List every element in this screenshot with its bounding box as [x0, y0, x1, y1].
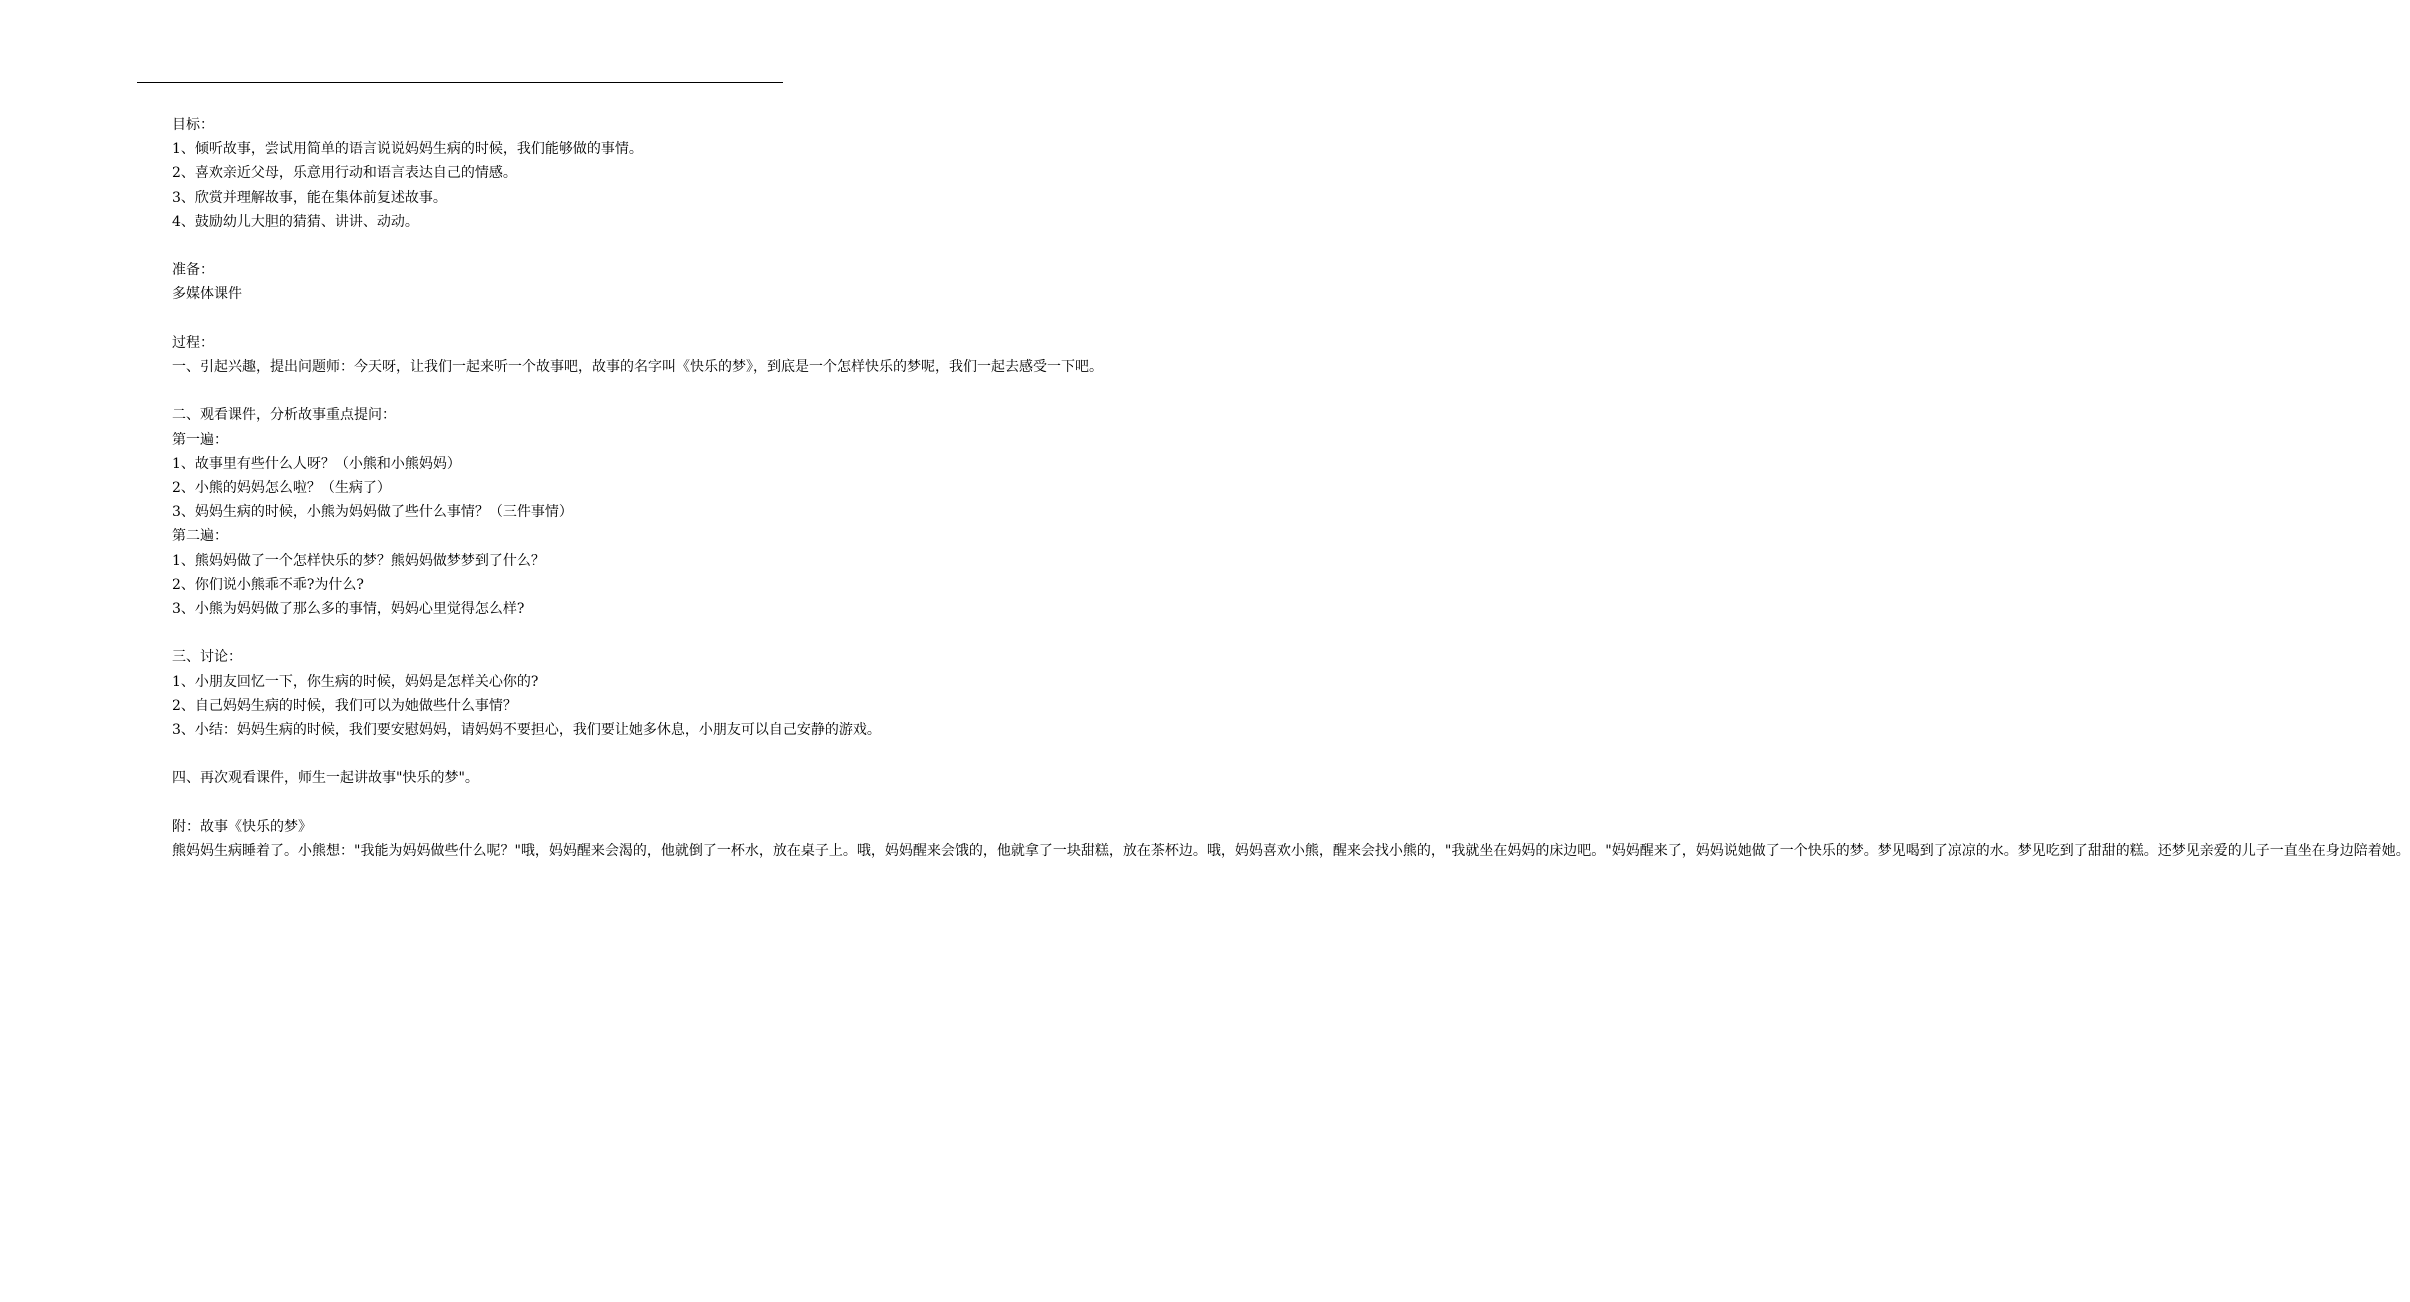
second-pass-question-1: 1、熊妈妈做了一个怎样快乐的梦？熊妈妈做梦梦到了什么？: [172, 552, 545, 569]
preparation-content: 多媒体课件: [172, 286, 242, 303]
preparation-heading: 准备：: [172, 262, 214, 279]
first-pass-question-1: 1、故事里有些什么人呀？（小熊和小熊妈妈）: [172, 455, 461, 472]
goal-item-3: 3、欣赏并理解故事，能在集体前复述故事。: [172, 189, 447, 206]
first-pass-question-2: 2、小熊的妈妈怎么啦？（生病了）: [172, 480, 391, 496]
second-pass-question-2: 2、你们说小熊乖不乖?为什么?: [172, 576, 364, 593]
first-pass-question-3: 3、妈妈生病的时候，小熊为妈妈做了些什么事情？（三件事情）: [172, 504, 573, 521]
process-step-1: 一、引起兴趣，提出问题师：今天呀，让我们一起来听一个故事吧，故事的名字叫《快乐的梦》，到底是一个怎样快乐的梦呢，我们一起去感受一下吧。: [172, 359, 1103, 375]
discussion-item-2: 2、自己妈妈生病的时候，我们可以为她做些什么事情？: [172, 697, 517, 714]
appendix-heading: 附：故事《快乐的梦》: [172, 818, 312, 835]
goal-item-2: 2、喜欢亲近父母，乐意用行动和语言表达自己的情感。: [172, 165, 517, 182]
second-pass-label: 第二遍：: [172, 528, 228, 545]
document-body: [172, 113, 2410, 863]
header-rule: [137, 82, 783, 83]
second-pass-question-3: 3、小熊为妈妈做了那么多的事情，妈妈心里觉得怎么样?: [172, 601, 525, 618]
spacer: [172, 234, 792, 258]
spacer: [172, 307, 792, 331]
spacer: [172, 621, 792, 645]
discussion-item-1: 1、小朋友回忆一下，你生病的时候，妈妈是怎样关心你的?: [172, 673, 539, 690]
goal-item-4: 4、鼓励幼儿大胆的猜猜、讲讲、动动。: [172, 213, 419, 230]
process-heading: 过程：: [172, 334, 214, 351]
spacer: [172, 742, 792, 766]
goal-item-1: 1、倾听故事，尝试用简单的语言说说妈妈生病的时候，我们能够做的事情。: [172, 141, 643, 158]
discussion-summary: 3、小结：妈妈生病的时候，我们要安慰妈妈，请妈妈不要担心，我们要让她多休息，小朋友可以自己安静的游戏。: [172, 722, 881, 739]
process-step-2-heading: 二、观看课件，分析故事重点提问：: [172, 407, 396, 424]
spacer: [172, 791, 792, 815]
appendix-story: 熊妈妈生病睡着了。小熊想："我能为妈妈做些什么呢？"哦，妈妈醒来会渴的，他就倒了一杯水，放在桌子上。哦，妈妈醒来会饿的，他就拿了一块甜糕，放在茶杯边。哦，妈妈喜欢小熊，醒来会找小熊的，"我就坐在妈妈的床边吧。"妈妈醒来了，妈妈说她做了一个快乐的梦。梦见喝到了凉凉的水。梦见吃到了甜甜的糕。还梦见亲爱的儿子一直坐在身边陪着她。: [172, 843, 2410, 859]
process-step-4: 四、再次观看课件，师生一起讲故事"快乐的梦"。: [172, 770, 479, 787]
spacer: [172, 379, 792, 403]
goals-heading: 目标：: [172, 117, 214, 133]
process-step-3-heading: 三、讨论：: [172, 649, 242, 666]
first-pass-label: 第一遍：: [172, 431, 228, 448]
